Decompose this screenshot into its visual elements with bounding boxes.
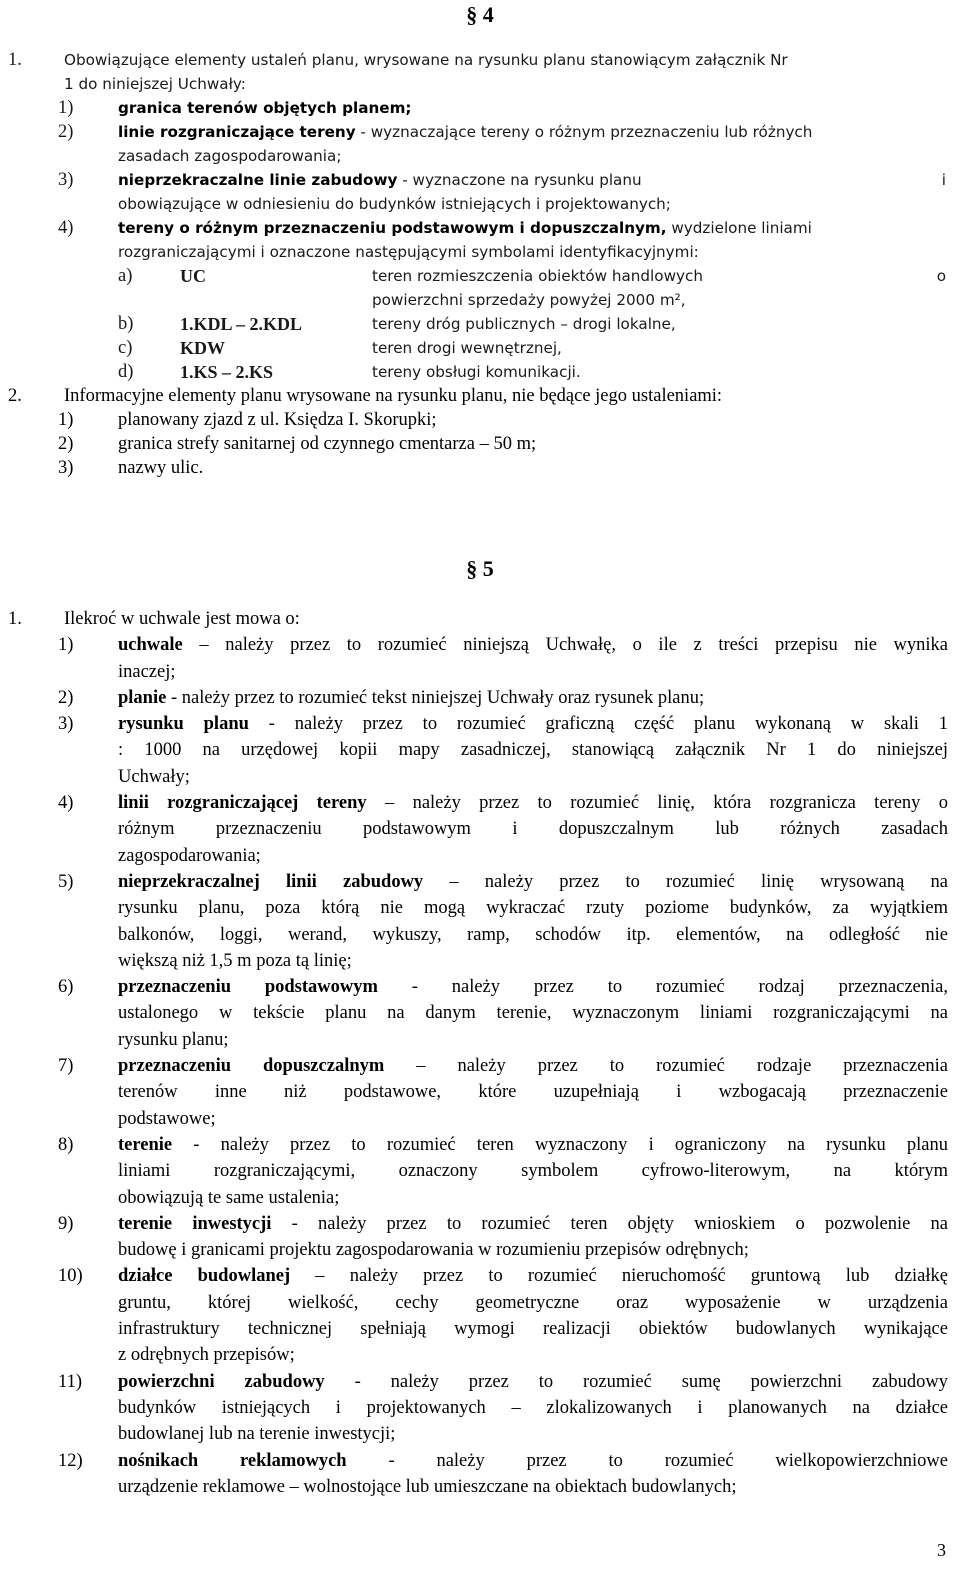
p4-symbols-list [0, 264, 960, 384]
p5-definition-body: rysunku planu; [118, 1029, 229, 1050]
p5-definition-text [118, 1263, 948, 1289]
p4-symbol-letter: a) [118, 266, 133, 286]
p4-symbol-line [0, 360, 960, 384]
p5-definition-text [118, 1237, 948, 1263]
p5-definition-text [118, 869, 948, 895]
p5-definition-number: 5) [58, 871, 74, 892]
p4-symbol-description: tereny obsługi komunikacji. [372, 363, 581, 381]
p4-item-text [118, 96, 946, 120]
p4-informative-number: 2) [58, 434, 74, 454]
p5-definition-body: – należy przez to rozumieć linię wrysowaną na [423, 871, 948, 892]
p5-point-1-number: 1. [8, 609, 22, 629]
p5-definition-text [118, 1369, 948, 1395]
p5-definition-line-cont [0, 1421, 960, 1447]
p4-symbol-line [0, 264, 960, 288]
p5-definition-body: z odrębnych przepisów; [118, 1345, 295, 1366]
p5-definition-body: - należy przez to rozumieć teren wyznaczony i ograniczony na rysunku planu [172, 1134, 948, 1155]
p5-definition-line-cont [0, 1106, 960, 1132]
p5-definition-number: 8) [58, 1134, 74, 1155]
p5-definition-text [118, 1106, 948, 1132]
p4-point-1-number: 1. [8, 50, 22, 70]
p5-definition-body: budowlanej lub na terenie inwestycji; [118, 1424, 396, 1445]
p5-definition-text [118, 711, 948, 737]
p5-definition-line [0, 685, 960, 711]
p5-definition-line-cont [0, 1237, 960, 1263]
p4-point-2-text: Informacyjne elementy planu wrysowane na rysunku planu, nie będące jego ustaleniami: [64, 386, 723, 406]
p4-symbol-line [0, 312, 960, 336]
p5-definition-line-cont [0, 764, 960, 790]
p5-definition-text [118, 685, 948, 711]
p5-definition-body: – należy przez to rozumieć rodzaje przeznaczenia [384, 1056, 948, 1077]
p4-item-number: 4) [58, 218, 74, 238]
p4-item-term: tereny o różnym przeznaczeniu podstawowym i dopuszczalnym, [118, 219, 667, 237]
p4-symbol-code: UC [180, 266, 206, 286]
p5-definition-text [118, 1448, 948, 1474]
p4-item-line [0, 192, 960, 216]
p5-definition-body: – należy przez to rozumieć nieruchomość gruntową lub działkę [290, 1266, 948, 1287]
p5-definition-body: różnym przeznaczeniu podstawowym i dopuszczalnym lub różnych zasadach [118, 819, 948, 840]
p5-definition-text [118, 790, 948, 816]
p4-item-number: 2) [58, 122, 74, 142]
p4-symbol-letter: c) [118, 338, 133, 358]
p5-definition-text [118, 1158, 948, 1184]
p5-definition-term: planie [118, 687, 167, 708]
p5-definition-number: 3) [58, 714, 74, 735]
p4-symbol-letter: d) [118, 362, 134, 382]
p5-definition-line-cont [0, 659, 960, 685]
p5-definition-body: budynków istniejących i projektowanych – zlokalizowanych i planowanych na działce [118, 1397, 948, 1418]
p5-definition-number: 12) [58, 1450, 83, 1471]
p5-definition-text [118, 948, 948, 974]
p5-definition-text [118, 843, 948, 869]
p5-definition-number: 4) [58, 793, 74, 814]
p4-item-term: linie rozgraniczające tereny [118, 123, 356, 141]
p5-definition-line-cont [0, 737, 960, 763]
p5-definition-body: inaczej; [118, 661, 176, 682]
p5-definition-text [118, 895, 948, 921]
p5-definition-line [0, 869, 960, 895]
p5-definition-text [118, 632, 948, 658]
paragraph-4-heading: § 4 [466, 2, 494, 27]
p5-definition-body: rysunku planu, poza którą nie mogą wykraczać rzuty poziome budynków, za wyjątkiem [118, 898, 948, 919]
p4-item-rest: zasadach zagospodarowania; [118, 147, 342, 165]
p4-item-text [118, 144, 946, 168]
p4-item-text [118, 240, 946, 264]
p5-definition-line [0, 1369, 960, 1395]
p5-definition-body: podstawowe; [118, 1108, 216, 1129]
p5-definition-line-cont [0, 948, 960, 974]
p5-definition-line [0, 711, 960, 737]
p5-definition-term: działce budowlanej [118, 1266, 291, 1287]
p4-point-2-number: 2. [8, 386, 22, 406]
p4-point-1-text: Obowiązujące elementy ustaleń planu, wrysowane na rysunku planu stanowiącym załącznik Nr [64, 51, 788, 69]
paragraph-5-heading: § 5 [466, 556, 494, 581]
p5-definition-term: terenie [118, 1134, 173, 1155]
p5-definition-body: liniami rozgraniczającymi, oznaczony symbolem cyfrowo-literowym, na którym [118, 1161, 948, 1182]
p5-definition-line [0, 632, 960, 658]
p5-definition-line-cont [0, 895, 960, 921]
p4-item-term: nieprzekraczalne linie zabudowy [118, 171, 398, 189]
p4-item-rest: - wyznaczone na rysunku planu [397, 171, 642, 189]
p5-definition-body: - należy przez to rozumieć sumę powierzchni zabudowy [324, 1371, 948, 1392]
p4-symbol-code: 1.KS – 2.KS [180, 362, 274, 382]
p4-symbol-code: KDW [180, 338, 225, 358]
p5-definition-text [118, 922, 948, 948]
p5-definition-body: – należy przez to rozumieć linię, która rozgranicza tereny o [366, 793, 948, 814]
p5-definition-line [0, 1448, 960, 1474]
p5-definition-line [0, 1211, 960, 1237]
p5-definition-term: terenie inwestycji [118, 1213, 272, 1234]
p5-definition-text [118, 1079, 948, 1105]
p4-item-rest: - wyznaczające tereny o różnym przeznaczeniu lub różnych [355, 123, 813, 141]
p4-symbol-code: 1.KDL – 2.KDL [180, 314, 303, 334]
p4-point-1-text-cont: 1 do niniejszej Uchwały: [64, 75, 246, 93]
p5-definition-line [0, 1263, 960, 1289]
p5-definition-body: zagospodarowania; [118, 845, 261, 866]
p4-informative-line [0, 432, 960, 456]
p5-definition-text [118, 1027, 948, 1053]
p5-definition-line-cont [0, 843, 960, 869]
p4-items-list [0, 96, 960, 264]
p5-definition-body: - należy przez to rozumieć teren objęty wnioskiem o pozwolenie na [271, 1213, 948, 1234]
p5-definition-term: nieprzekraczalnej linii zabudowy [118, 871, 424, 892]
p4-item-number: 1) [58, 98, 74, 118]
p5-definition-text [118, 1053, 948, 1079]
p4-informative-text: granica strefy sanitarnej od czynnego cmentarza – 50 m; [118, 434, 537, 454]
p5-definition-number: 11) [58, 1371, 82, 1392]
p5-definition-number: 7) [58, 1056, 74, 1077]
p4-informative-line [0, 456, 960, 480]
p4-item-line [0, 144, 960, 168]
p5-definition-number: 9) [58, 1213, 74, 1234]
page-number: 3 [937, 1540, 946, 1560]
p4-item-rest: rozgraniczającymi i oznaczone następującymi symbolami identyfikacyjnymi: [118, 243, 699, 261]
p5-definition-body: balkonów, loggi, werand, wykuszy, ramp, schodów itp. elementów, na odległość nie [118, 924, 948, 945]
p5-definition-text [118, 1132, 948, 1158]
p5-definition-line-cont [0, 1000, 960, 1026]
p5-definition-term: powierzchni zabudowy [118, 1371, 325, 1392]
p4-symbol-letter: b) [118, 314, 134, 334]
p5-definition-term: linii rozgraniczającej tereny [118, 793, 367, 814]
p5-definition-line-cont [0, 1079, 960, 1105]
p4-informative-list [0, 408, 960, 480]
p4-item-term: granica terenów objętych planem; [118, 99, 412, 117]
p5-definition-line-cont [0, 1316, 960, 1342]
p4-item-rest: obowiązujące w odniesieniu do budynków istniejących i projektowanych; [118, 195, 671, 213]
p5-definition-body: - należy przez to rozumieć wielkopowierzchniowe [346, 1450, 948, 1471]
p5-definition-line-cont [0, 1027, 960, 1053]
p5-definition-text [118, 974, 948, 1000]
p4-symbol-line [0, 288, 960, 312]
p5-definition-number: 10) [58, 1266, 83, 1287]
p5-definition-term: przeznaczeniu podstawowym [118, 977, 378, 998]
p5-definition-body: : 1000 na urzędowej kopii mapy zasadniczej, stanowiącą załącznik Nr 1 do niniejszej [118, 740, 948, 761]
p4-informative-line [0, 408, 960, 432]
p5-definition-text [118, 1342, 948, 1368]
p4-informative-text: nazwy ulic. [118, 458, 204, 478]
p5-definition-text [118, 659, 948, 685]
p4-item-line [0, 216, 960, 240]
p4-item-rest: wydzielone liniami [666, 219, 812, 237]
p5-definition-text [118, 1395, 948, 1421]
p5-definition-number: 6) [58, 977, 74, 998]
p5-definition-line-cont [0, 816, 960, 842]
p5-definition-term: przeznaczeniu dopuszczalnym [118, 1056, 385, 1077]
p5-definition-line [0, 790, 960, 816]
p5-definition-line-cont [0, 922, 960, 948]
p5-definition-text [118, 737, 948, 763]
p4-item-text [118, 120, 946, 144]
p4-item-line [0, 168, 960, 192]
p5-definition-text [118, 1185, 948, 1211]
p5-definition-body: większą niż 1,5 m poza tą linię; [118, 950, 352, 971]
p5-definition-body: infrastruktury technicznej spełniają wymogi realizacji obiektów budowlanych wynikające [118, 1319, 948, 1340]
p5-definition-body: gruntu, której wielkość, cechy geometryczne oraz wyposażenie w urządzenia [118, 1292, 948, 1313]
p5-definition-line-cont [0, 1158, 960, 1184]
p4-symbol-description: powierzchni sprzedaży powyżej 2000 m², [372, 291, 686, 309]
p5-definition-line-cont [0, 1342, 960, 1368]
p5-definitions-list [0, 632, 960, 1500]
p5-definition-text [118, 816, 948, 842]
p5-definition-term: uchwale [118, 635, 183, 656]
p5-definition-text [118, 1316, 948, 1342]
p5-definition-text [118, 1421, 948, 1447]
p5-definition-number: 2) [58, 687, 74, 708]
p5-definition-line [0, 974, 960, 1000]
p4-symbol-description: teren drogi wewnętrznej, [372, 339, 562, 357]
p5-definition-body: Uchwały; [118, 766, 190, 787]
p5-definition-body: obowiązują te same ustalenia; [118, 1187, 340, 1208]
p4-symbol-description: teren rozmieszczenia obiektów handlowych [372, 267, 703, 285]
paragraph-4-body [0, 48, 960, 480]
p5-definition-body: ustalonego w tekście planu na danym terenie, wyznaczonym liniami rozgraniczającymi na [118, 1003, 948, 1024]
p5-definition-number: 1) [58, 635, 74, 656]
p5-definition-text [118, 1211, 948, 1237]
p5-definition-term: rysunku planu [118, 714, 249, 735]
p5-definition-line [0, 1053, 960, 1079]
p5-definition-line-cont [0, 1290, 960, 1316]
p5-definition-body: urządzenie reklamowe – wolnostojące lub umieszczane na obiektach budowlanych; [118, 1476, 737, 1497]
p5-definition-term: nośnikach reklamowych [118, 1450, 347, 1471]
p4-item-line [0, 96, 960, 120]
p4-item-number: 3) [58, 170, 74, 190]
p4-informative-text: planowany zjazd z ul. Księdza I. Skorupki; [118, 410, 437, 430]
p5-point-1-text: Ilekroć w uchwale jest mowa o: [64, 609, 300, 629]
p4-informative-number: 3) [58, 458, 74, 478]
p5-definition-body: terenów inne niż podstawowe, które uzupełniają i wzbogacają przeznaczenie [118, 1082, 948, 1103]
p4-symbol-tail: o [936, 267, 946, 285]
p5-definition-text [118, 764, 948, 790]
p5-definition-body: - należy przez to rozumieć graficzną część planu wykonaną w skali 1 [248, 714, 948, 735]
p5-definition-line-cont [0, 1395, 960, 1421]
paragraph-5-body [0, 606, 960, 1500]
p4-item-text [118, 216, 946, 240]
p4-item-text [118, 168, 946, 192]
p5-definition-body: - należy przez to rozumieć tekst niniejszej Uchwały oraz rysunek planu; [166, 687, 705, 708]
p4-item-line [0, 240, 960, 264]
p5-definition-text [118, 1290, 948, 1316]
p5-definition-text [118, 1000, 948, 1026]
p5-definition-body: – należy przez to rozumieć niniejszą Uchwałę, o ile z treści przepisu nie wynika [182, 635, 948, 656]
p5-definition-text [118, 1474, 948, 1500]
p4-item-tail: i [941, 171, 946, 189]
p5-definition-body: - należy przez to rozumieć rodzaj przeznaczenia, [377, 977, 948, 998]
p4-item-text [118, 192, 946, 216]
p5-definition-line [0, 1132, 960, 1158]
p4-informative-number: 1) [58, 410, 74, 430]
p4-symbol-line [0, 336, 960, 360]
p5-definition-line-cont [0, 1474, 960, 1500]
p4-item-line [0, 120, 960, 144]
p4-symbol-description: tereny dróg publicznych – drogi lokalne, [372, 315, 676, 333]
p5-definition-line-cont [0, 1185, 960, 1211]
p5-definition-body: budowę i granicami projektu zagospodarowania w rozumieniu przepisów odrębnych; [118, 1240, 749, 1261]
